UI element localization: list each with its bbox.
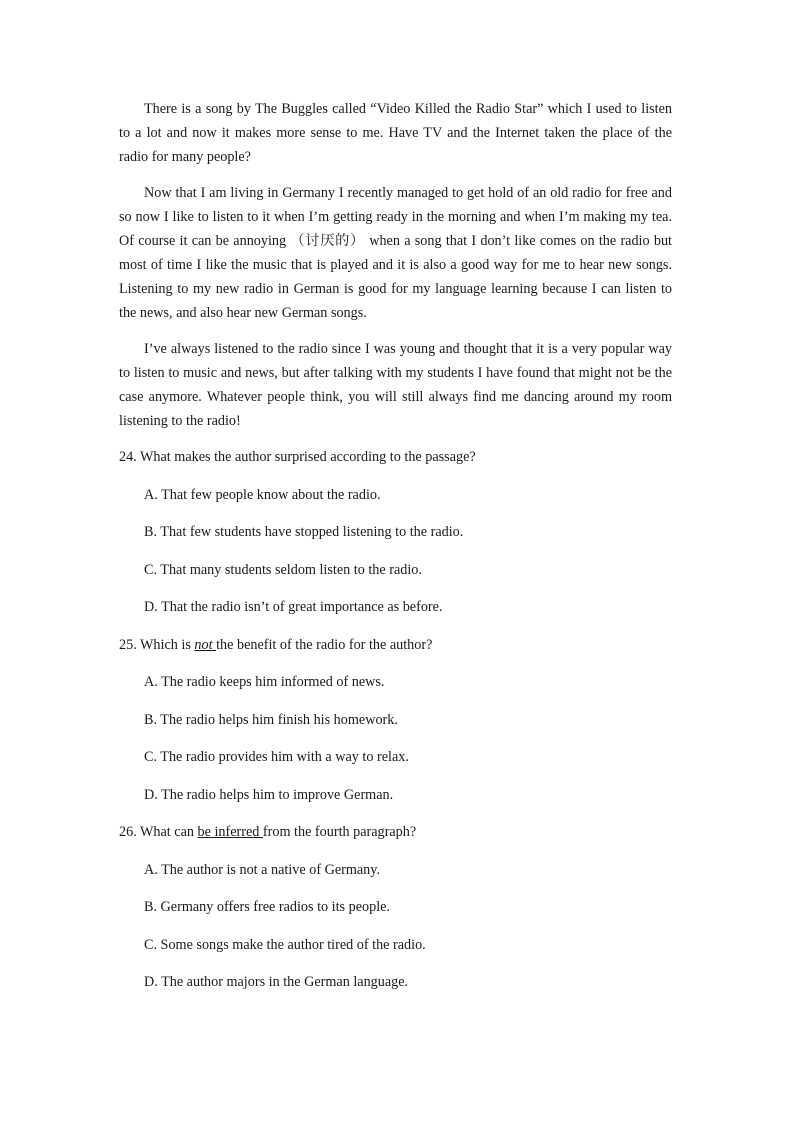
emphasis-be-inferred: be inferred [197,824,263,840]
question-24 [119,445,672,633]
answer-option-b: B. Germany offers free radios to its people. [144,899,390,915]
question-text: 24. What makes the author surprised according to the passage? [119,449,476,465]
answer-option-b: B. The radio helps him finish his homework. [144,711,398,728]
passage-paragraph: Now that I am living in Germany I recently managed to get hold of an old radio for free and so now I like to listen to it when I’m getting ready in the morning and when I’m making my tea. Of course it can be annoying （讨厌的） when a song that I don’t like comes on the radio but most of time I like the music that is played and it is also a good way for me to hear new songs. Listening to my new radio in German is good for my language learning because I can listen to the news, and also hear new German songs. [119,185,672,321]
question-26 [119,820,672,1008]
answer-option-c: C. Some songs make the author tired of the radio. [144,936,426,953]
answer-option-b: B. That few students have stopped listening to the radio. [144,524,464,540]
answer-option-d: D. That the radio isn’t of great importance as before. [144,599,443,615]
question-text: 26. What can [119,824,198,840]
question-text: from the fourth paragraph? [262,824,417,840]
question-stem [119,445,672,483]
answer-option-a: A. The radio keeps him informed of news. [144,674,385,690]
answer-option-a: A. That few people know about the radio. [144,486,381,503]
answer-option-c: C. That many students seldom listen to the radio. [144,561,422,578]
question-text: the benefit of the radio for the author? [216,636,433,653]
answer-option-d: D. The author majors in the German language. [144,974,409,990]
emphasis-not: not [194,636,217,653]
question-stem [119,633,672,671]
answer-option-c: C. The radio provides him with a way to relax. [144,749,409,765]
answer-option-d: D. The radio helps him to improve German. [144,786,394,803]
question-stem [119,820,672,858]
exam-page [119,97,672,1008]
reading-passage [119,97,672,433]
question-25 [119,633,672,821]
passage-paragraph: There is a song by The Buggles called “Video Killed the Radio Star” which I used to listen to a lot and now it makes more sense to me. Have TV and the Internet taken the place of the radio for many people? [119,101,672,165]
answer-option-a: A. The author is not a native of Germany. [144,861,380,878]
passage-paragraph: I’ve always listened to the radio since I was young and thought that it is a very popular way to listen to music and news, but after talking with my students I have found that might not be the case anymore. Whatever people think, you will still always find me dancing around my room listening to the radio! [119,341,672,429]
question-text: 25. Which is [119,636,195,653]
